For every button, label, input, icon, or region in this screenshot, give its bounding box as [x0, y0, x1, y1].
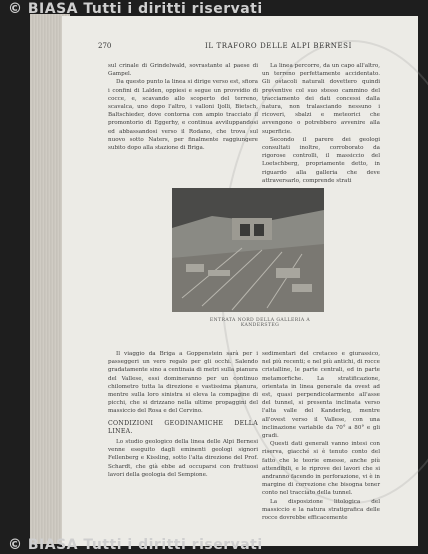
photo-caption: ENTRATA NORD DELLA GALLERIA A KANDERSTEG — [209, 318, 311, 328]
section-title: CONDIZIONI GEODINAMICHE DELLA LINEA. — [108, 419, 258, 435]
paragraph: Da questo punto la linea si dirige verso est, sfiora i confini di Lalden, oppiesi e segue un provvidio di cocce, e, scavando allo scoperto del terreno, scavalca, uno dopo l'altro, i valloni Ijolli, Bietsch, Baltschieder, dove contorna con ampio tracciato il promontorio di Eggerhy, e continua avviluppandosi ed abbassandosi verso il Rodano, che trova sul nuovo sotto Naters, per finalmente raggiungere subito dopo alla stazione di Briga. — [108, 79, 258, 152]
page-number: 270 — [98, 42, 112, 50]
watermark-bottom: © BIASA Tutti i diritti riservati — [8, 537, 263, 553]
paragraph: La disposizione litologica del massiccio e la natura stratigrafica delle rocce dovrebbe efficacemente — [262, 498, 380, 522]
column-right-bottom — [262, 350, 380, 522]
paragraph: Questi dati generali vanno intesi con riserva, giacché si è tenuto conto del fatto che le teorie emesse, anche più attendibili, e le riprove dei lavori che si andranno facendo in perforazione, vi è in margine di correzione che bisogna tener conto nel tracciato della tunnel. — [262, 441, 380, 497]
column-left-top — [108, 62, 258, 152]
tunnel-entrance-photo — [172, 188, 324, 312]
running-title: IL TRAFORO DELLE ALPI BERNESI — [205, 42, 352, 50]
paragraph: Lo studio geologico della linea delle Alpi Bernesi venne eseguito dagli eminenti geologi signori Fellenberg e Kissling, sotto l'alta direzione del Prof. Schardt, che già ebbe ad occuparsi con fruttuosi lavori della geologia del Sempione. — [108, 439, 258, 478]
paragraph: La linea percorre, da un capo all'altro, un terreno perfettamente accidentato. Gli ostacoli naturali dovettero quindi preventive col suo stesso cammino del tracciamento dei dati concessi dalla natura, non tralasciando nessuno i ricoveri, sbalzi e meteorici che avvengono o potrebbero avvenire alla superficie. — [262, 63, 380, 135]
paragraph: Secondo il parere dei geologi consultati inoltre, corroborato da rigorose controlli, il massiccio del Loetschberg, propriamente detto, in riguardo alla galleria che deve attraversarlo, comprende strati — [262, 136, 380, 184]
column-left-bottom — [108, 350, 258, 479]
page-header — [70, 40, 410, 54]
paragraph: Il viaggio da Briga a Goppenstein sarà per i passeggeri un vero regalo per gli occhi. Salendo gradatamente sino a centinaia di metri sulla pianura del Vallese, essi domineranno per un continuo chilometro tutta la direzione e vastissima pianura, mentre sulla loro sinistra si eleva la compagine di picchi, che si drizzano nella ultime propaggini del massiccio del Rosa e del Cervino. — [108, 351, 258, 415]
paragraph: sedimentari del cretaceo e giurassico, nel più recenti; e nel più antichi, di rocce cristalline, le parte centrali, ed in parte metamorfiche. La stratificazione, orientata in linea generale da ovest ad est, quasi perpendicolarmente all'asse del tunnel, si presenta inclinata verso l'alta valle del Kanderleg, mentre all'ovest verso il Vallese, con una inclinazione variabile da 70° a 80° e gli gradi. — [262, 351, 380, 440]
column-right-top — [262, 62, 380, 185]
paragraph: sul crinale di Grindelwald, sovrastante al paese di Gampel. — [108, 63, 258, 78]
watermark-top: © BIASA Tutti i diritti riservati — [8, 1, 263, 17]
photo-illustration — [172, 188, 324, 312]
